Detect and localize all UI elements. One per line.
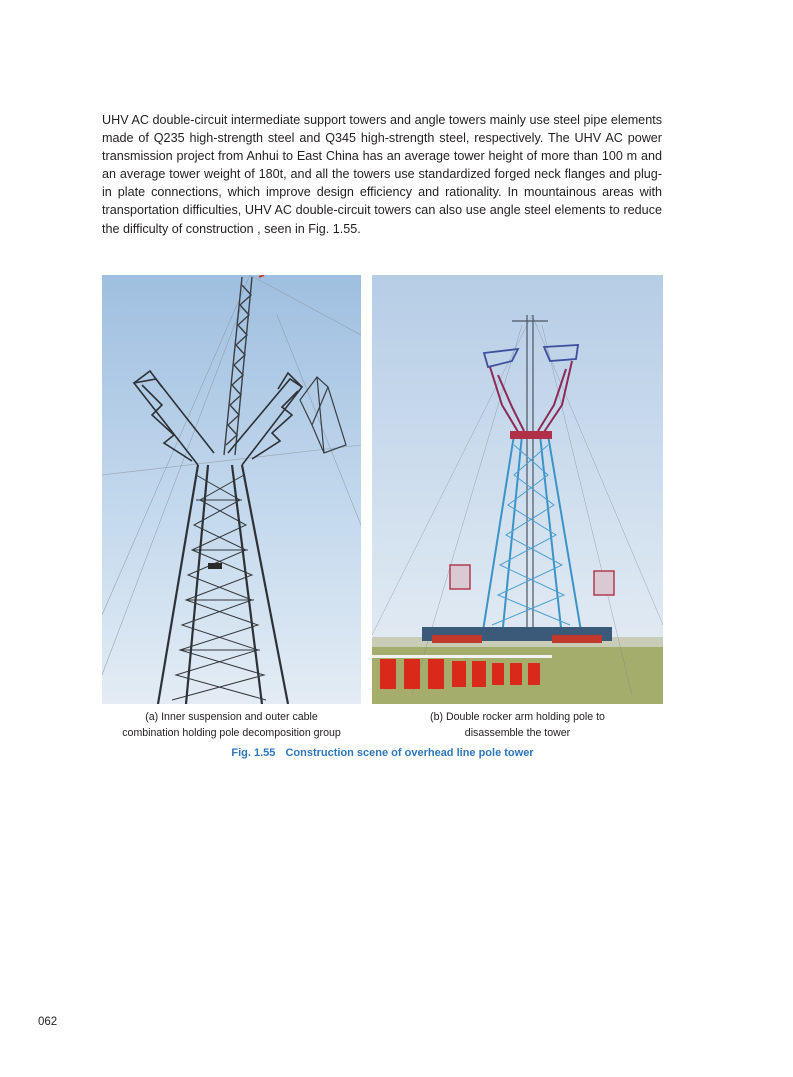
caption-a-line2: combination holding pole decomposition group xyxy=(122,727,341,739)
caption-b-line2: disassemble the tower xyxy=(464,727,571,739)
body-paragraph: UHV AC double-circuit intermediate support towers and angle towers mainly use steel pipe elements made of Q235 high-strength steel and Q345 high-strength steel, respectively. The UHV AC power transmission project from Anhui to East China has an average tower height of more than 100 m and an average tower weight of 180t, and all the towers use standardized forged neck flanges and plug-in plate connections, which improve design efficiency and rationality. In mountainous areas with transportation difficulties, UHV AC double-circuit towers can also use angle steel elements to reduce the difficulty of construction , seen in Fig. 1.55. xyxy=(102,113,662,236)
photo-inner-suspension-tower xyxy=(102,275,361,704)
subfigure-caption-a xyxy=(102,709,361,741)
page-number: 062 xyxy=(38,1016,58,1028)
photo-double-rocker-arm-tower xyxy=(372,275,663,704)
figure-label: Fig. 1.55 xyxy=(231,747,276,759)
subfigure-caption-b xyxy=(372,709,663,741)
figure-caption xyxy=(102,747,663,759)
figure-title: Construction scene of overhead line pole tower xyxy=(285,747,534,759)
caption-b-line1: (b) Double rocker arm holding pole to xyxy=(430,711,605,723)
caption-a-line1: (a) Inner suspension and outer cable xyxy=(145,711,318,723)
